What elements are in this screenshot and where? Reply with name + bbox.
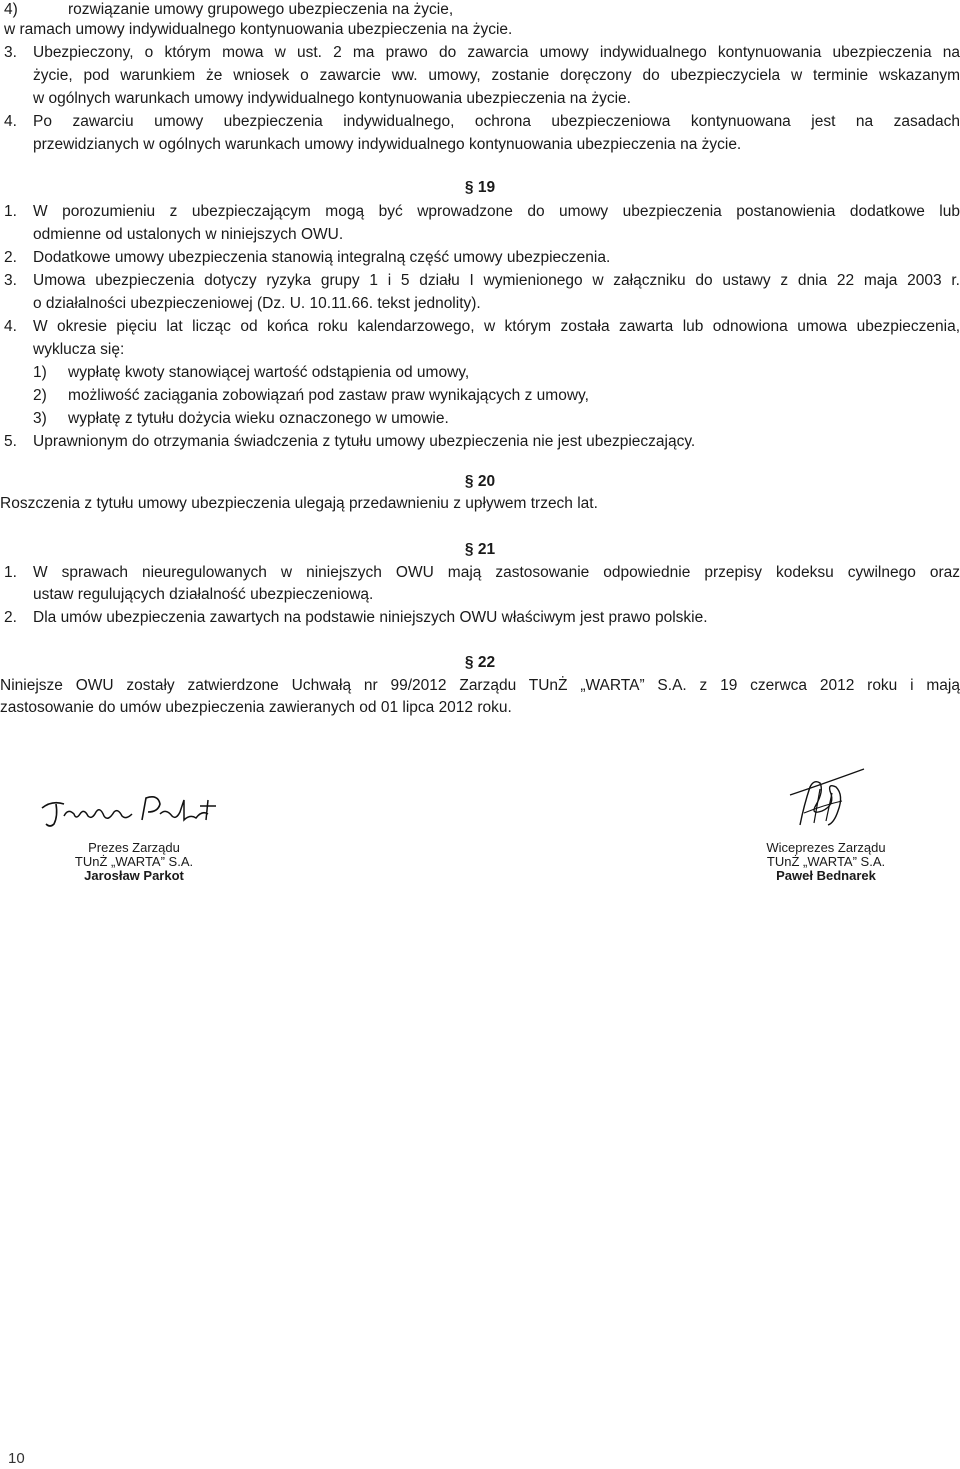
s21-point-1-line-2: ustaw regulujących działalność ubezpieczeniową. — [33, 586, 374, 603]
s19-point-3-number: 3. — [4, 272, 17, 289]
section-22-heading: § 22 — [464, 654, 496, 671]
signatory-right-title: Wiceprezes Zarządu — [766, 840, 886, 855]
item-4-number: 4) — [4, 1, 18, 18]
s19-subitem-2: możliwość zaciągania zobowiązań pod zastaw praw wynikających z umowy, — [68, 387, 589, 404]
signatory-left-name: Jarosław Parkot — [84, 868, 184, 883]
signatory-right-company: TUnŻ „WARTA” S.A. — [766, 854, 886, 869]
s19-point-4-line-1: W okresie pięciu lat licząc od końca roku kalendarzowego, w którym została zawarta lub odnowiona umowa ubezpieczenia, — [33, 318, 960, 335]
s19-point-5-number: 5. — [4, 433, 17, 450]
signature-jaroslaw-parkot — [38, 790, 228, 830]
item-4-line-1: rozwiązanie umowy grupowego ubezpieczenia na życie, — [68, 1, 454, 18]
point-4-line-1: Po zawarciu umowy ubezpieczenia indywidualnego, ochrona ubezpieczeniowa kontynuowana jest na zasadach — [33, 113, 960, 130]
s19-subitem-3-number: 3) — [33, 410, 47, 427]
s19-point-2-number: 2. — [4, 249, 17, 266]
s19-subitem-3: wypłatę z tytułu dożycia wieku oznaczonego w umowie. — [68, 410, 449, 427]
section-19-heading: § 19 — [464, 179, 496, 196]
section-22-line-1: Niniejsze OWU zostały zatwierdzone Uchwałą nr 99/2012 Zarządu TUnŻ „WARTA” S.A. z 19 czerwca 2012 roku i mają — [0, 677, 960, 694]
s19-point-4-line-2: wyklucza się: — [33, 341, 125, 358]
s19-subitem-2-number: 2) — [33, 387, 47, 404]
page-number: 10 — [8, 1450, 25, 1467]
signature-block-right — [732, 841, 920, 883]
point-3-line-3: w ogólnych warunkach umowy indywidualnego kontynuowania ubezpieczenia na życie. — [33, 90, 631, 107]
s19-point-4-number: 4. — [4, 318, 17, 335]
s19-subitem-1-number: 1) — [33, 364, 47, 381]
section-20-heading: § 20 — [464, 473, 496, 490]
s21-point-2-number: 2. — [4, 609, 17, 626]
point-3-line-1: Ubezpieczony, o którym mowa w ust. 2 ma prawo do zawarcia umowy indywidualnego kontynuowania ubezpieczenia na — [33, 44, 960, 61]
item-4-line-2: w ramach umowy indywidualnego kontynuowania ubezpieczenia na życie. — [4, 21, 513, 38]
s19-point-1-number: 1. — [4, 203, 17, 220]
section-20-text: Roszczenia z tytułu umowy ubezpieczenia ulegają przedawnieniu z upływem trzech lat. — [0, 495, 598, 512]
s21-point-2-line-1: Dla umów ubezpieczenia zawartych na podstawie niniejszych OWU właściwym jest prawo polskie. — [33, 609, 708, 626]
signature-pawel-bednarek — [780, 765, 870, 835]
s19-point-5-line-1: Uprawnionym do otrzymania świadczenia z tytułu umowy ubezpieczenia nie jest ubezpieczający. — [33, 433, 696, 450]
s19-point-1-line-2: odmienne od ustalonych w niniejszych OWU. — [33, 226, 344, 243]
s19-subitem-1: wypłatę kwoty stanowiącej wartość odstąpienia od umowy, — [68, 364, 470, 381]
point-4-number: 4. — [4, 113, 17, 130]
s19-point-3-line-1: Umowa ubezpieczenia dotyczy ryzyka grupy 1 i 5 działu I wymienionego w załączniku do ustawy z dnia 22 maja 2003 r. — [33, 272, 960, 289]
signatory-left-company: TUnŻ „WARTA” S.A. — [74, 854, 194, 869]
signatory-right-name: Paweł Bednarek — [776, 868, 876, 883]
s21-point-1-line-1: W sprawach nieuregulowanych w niniejszych OWU mają zastosowanie odpowiednie przepisy kodeksu cywilnego oraz — [33, 564, 960, 581]
point-4-line-2: przewidzianych w ogólnych warunkach umowy indywidualnego kontynuowania ubezpieczenia na życie. — [33, 136, 742, 153]
s19-point-1-line-1: W porozumieniu z ubezpieczającym mogą być wprowadzone do umowy ubezpieczenia postanowienia dodatkowe lub — [33, 203, 960, 220]
point-3-number: 3. — [4, 44, 17, 61]
s21-point-1-number: 1. — [4, 564, 17, 581]
point-3-line-2: życie, pod warunkiem że wniosek o zawarcie ww. umowy, zostanie doręczony do ubezpieczyciela w terminie wskazanym — [33, 67, 960, 84]
section-22-line-2: zastosowanie do umów ubezpieczenia zawieranych od 01 lipca 2012 roku. — [0, 699, 512, 716]
signature-block-left — [40, 841, 228, 883]
signatory-left-title: Prezes Zarządu — [88, 840, 180, 855]
s19-point-2-line-1: Dodatkowe umowy ubezpieczenia stanowią integralną część umowy ubezpieczenia. — [33, 249, 611, 266]
s19-point-3-line-2: o działalności ubezpieczeniowej (Dz. U. 10.11.66. tekst jednolity). — [33, 295, 481, 312]
section-21-heading: § 21 — [464, 541, 496, 558]
